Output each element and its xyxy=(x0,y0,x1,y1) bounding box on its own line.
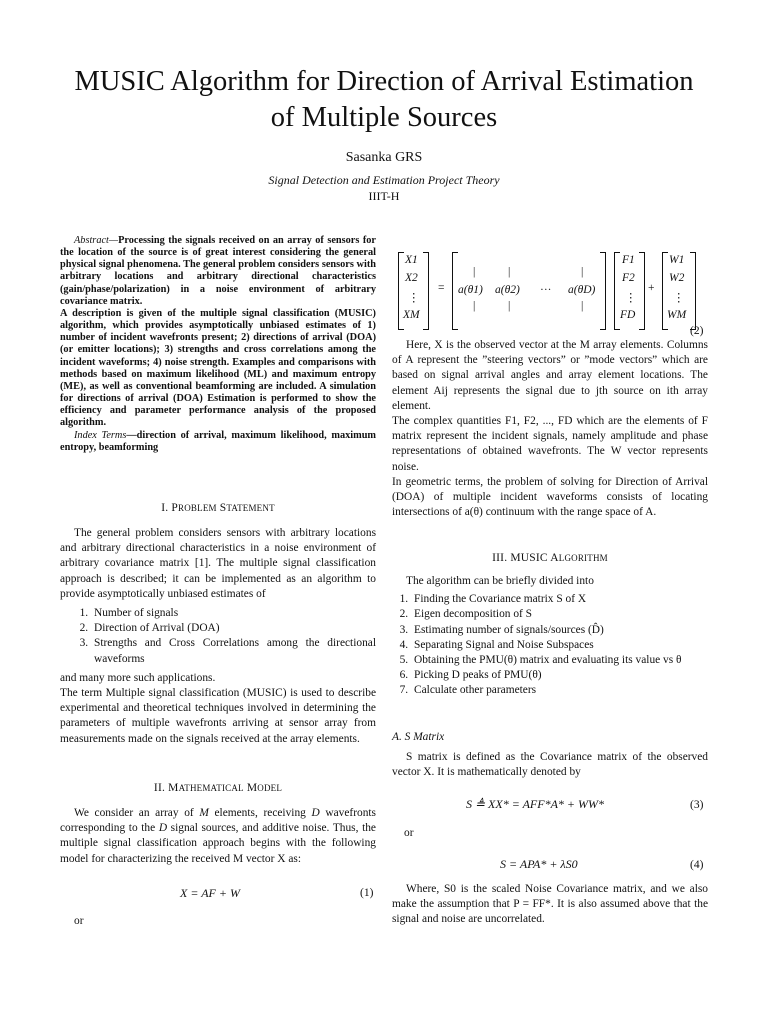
vertical-bar: | xyxy=(581,300,584,312)
subsection-a-para-2: Where, S0 is the scaled Noise Covariance matrix, and we also make the assumption that P = FF*. It is also assumed above that the signal and noise are uncorrelated. xyxy=(392,883,708,926)
list-item: 3. Estimating number of signals/sources (D̂) xyxy=(411,623,708,638)
affiliation: Signal Detection and Estimation Project Theory xyxy=(268,173,500,187)
section-2-heading: II. MATHEMATICAL MODEL xyxy=(153,782,283,794)
index-terms-text: —direction of arrival, maximum likelihood, maximum entropy, beamforming xyxy=(60,429,377,453)
a-entry: a(θ1) xyxy=(458,284,483,296)
equation-4-number: (4) xyxy=(690,859,704,871)
section-1-body xyxy=(60,526,376,747)
a-entry: a(θ2) xyxy=(495,284,520,296)
vertical-bar: | xyxy=(508,300,511,312)
abstract xyxy=(60,235,376,454)
index-terms-label: Index Terms xyxy=(74,429,127,441)
f-entry: ⋮ xyxy=(625,292,637,304)
vertical-bar: | xyxy=(473,300,476,312)
section-1-para-1: The general problem considers sensors with arbitrary locations and arbitrary directional characteristics in a noise environment of arbitrary covariance matrix [1]. The multiple signal classification approach is described; it can be implemented as an algorithm to provide asymptotically unbiased estimates of xyxy=(60,527,376,600)
f-entry: F2 xyxy=(622,272,635,284)
subsection-a-body xyxy=(392,750,708,780)
w-entry: WM xyxy=(667,309,687,321)
model-para-2: The complex quantities F1, F2, ..., FD which are the elements of F matrix represent the incident signals, namely amplitude and phase representations of obtained wavefronts. The W vector represents noise. xyxy=(392,415,708,473)
section-1-para-2: and many more such applications. xyxy=(60,671,216,684)
w-entry: W2 xyxy=(669,272,685,284)
plus-sign: + xyxy=(648,282,655,294)
a-entry: a(θD) xyxy=(568,284,596,296)
equation-4: S = APA* + λS0 xyxy=(500,857,578,871)
section-3-body xyxy=(392,574,708,699)
model-para-1: Here, X is the observed vector at the M array elements. Columns of A represent the ”steering vectors” or ”mode vectors” which are based on signal arrival angles and array element locations. The element Aij represents the signal due to jth source on ith array element. xyxy=(392,339,708,412)
section-3-intro: The algorithm can be briefly divided into xyxy=(406,575,594,587)
subsection-a-para-1: S matrix is defined as the Covariance matrix of the observed vector X. It is mathematically denoted by xyxy=(392,751,708,779)
list-item: 5. Obtaining the PMU(θ) matrix and evaluating its value vs θ xyxy=(411,653,708,668)
or-text-right: or xyxy=(404,827,414,839)
section-1-para-3: The term Multiple signal classification (MUSIC) is used to describe experimental and theoretical techniques involved in determining the parameters of multiple wavefronts arriving at sensor array from measurements made on the signals received at the array elements. xyxy=(60,687,376,745)
section-2-para-1: We consider an array of M elements, receiving D wavefronts corresponding to the D signal sources, and additive noise. Thus, the multiple signal classification approach begins with the following model for characterizing the received M vector X as: xyxy=(60,807,376,865)
subsection-a-para-2-wrap xyxy=(392,882,708,928)
model-explanation xyxy=(392,338,708,520)
list-item: 7. Calculate other parameters xyxy=(411,683,708,698)
or-text-left: or xyxy=(74,915,84,927)
w-entry: ⋮ xyxy=(673,292,685,304)
list-item: 1. Number of signals xyxy=(91,606,376,621)
f-entry: F1 xyxy=(622,254,635,266)
equation-1: X = AF + W xyxy=(180,886,240,900)
matrix-equation xyxy=(396,252,708,332)
w-entry: W1 xyxy=(669,254,685,266)
x-entry: XM xyxy=(403,309,420,321)
list-item: 1. Finding the Covariance matrix S of X xyxy=(411,592,708,607)
equation-3: S ≜ XX* = AFF*A* + WW* xyxy=(466,797,605,811)
list-item: 6. Picking D peaks of PMU(θ) xyxy=(411,668,708,683)
list-item: 2. Direction of Arrival (DOA) xyxy=(91,621,376,636)
vertical-bar: | xyxy=(581,266,584,278)
institution: IIIT-H xyxy=(368,189,400,203)
x-entry: X1 xyxy=(405,254,418,266)
section-2-body xyxy=(60,806,376,867)
vertical-bar: | xyxy=(473,266,476,278)
x-entry: ⋮ xyxy=(408,292,420,304)
author-name: Sasanka GRS xyxy=(345,150,423,165)
abstract-label: Abstract— xyxy=(74,235,119,246)
abstract-text-1: Processing the signals received on an array of sensors for the location of the source is of great interest considering the general physical signal phenomena. The general problem considers sensors with arbitrary locations and arbitrary directional characteristics (gain/phase/polarization) in a noise environment of arbitrary covariance matrix. xyxy=(60,235,376,307)
subsection-a-heading: A. S Matrix xyxy=(392,731,445,743)
x-entry: X2 xyxy=(405,272,418,284)
paper-title: MUSIC Algorithm for Direction of Arrival Estimation of Multiple Sources xyxy=(74,66,694,133)
f-entry: FD xyxy=(620,309,636,321)
section-3-heading: III. MUSIC ALGORITHM xyxy=(492,552,608,564)
equation-3-number: (3) xyxy=(690,799,704,811)
abstract-text-2: A description is given of the multiple signal classification (MUSIC) algorithm, which provides asymptotically unbiased estimates of 1) number of incident wavefronts present; 2) directions of arrival (DOA) (or emitter locations); 3) strengths and cross correlations among the incident waveforms; 4) noise strength. Examples and comparisons with methods based on maximum likelihood (ML) and maximum entropy (ME), as well as conventional beamforming are included. A simulation for directions of arrival (DOA) Estimation is performed to show the efficiency and parameter performance analysis of the proposed algorithm. xyxy=(60,307,376,429)
algorithm-steps xyxy=(392,592,708,698)
equation-1-number: (1) xyxy=(360,887,374,899)
equals-sign: = xyxy=(438,282,445,294)
a-entry: ··· xyxy=(540,284,552,296)
model-para-3: In geometric terms, the problem of solving for Direction of Arrival (DOA) of multiple incident waveforms consists of locating intersections of a(θ) continuum with the range space of A. xyxy=(392,475,708,519)
list-item: 4. Separating Signal and Noise Subspaces xyxy=(411,638,708,653)
equation-2-number: (2) xyxy=(690,325,704,337)
list-item: 3. Strengths and Cross Correlations among the directional waveforms xyxy=(91,636,376,666)
section-1-list xyxy=(60,606,376,667)
vertical-bar: | xyxy=(508,266,511,278)
list-item: 2. Eigen decomposition of S xyxy=(411,607,708,622)
section-1-heading: I. PROBLEM STATEMENT xyxy=(161,502,275,514)
